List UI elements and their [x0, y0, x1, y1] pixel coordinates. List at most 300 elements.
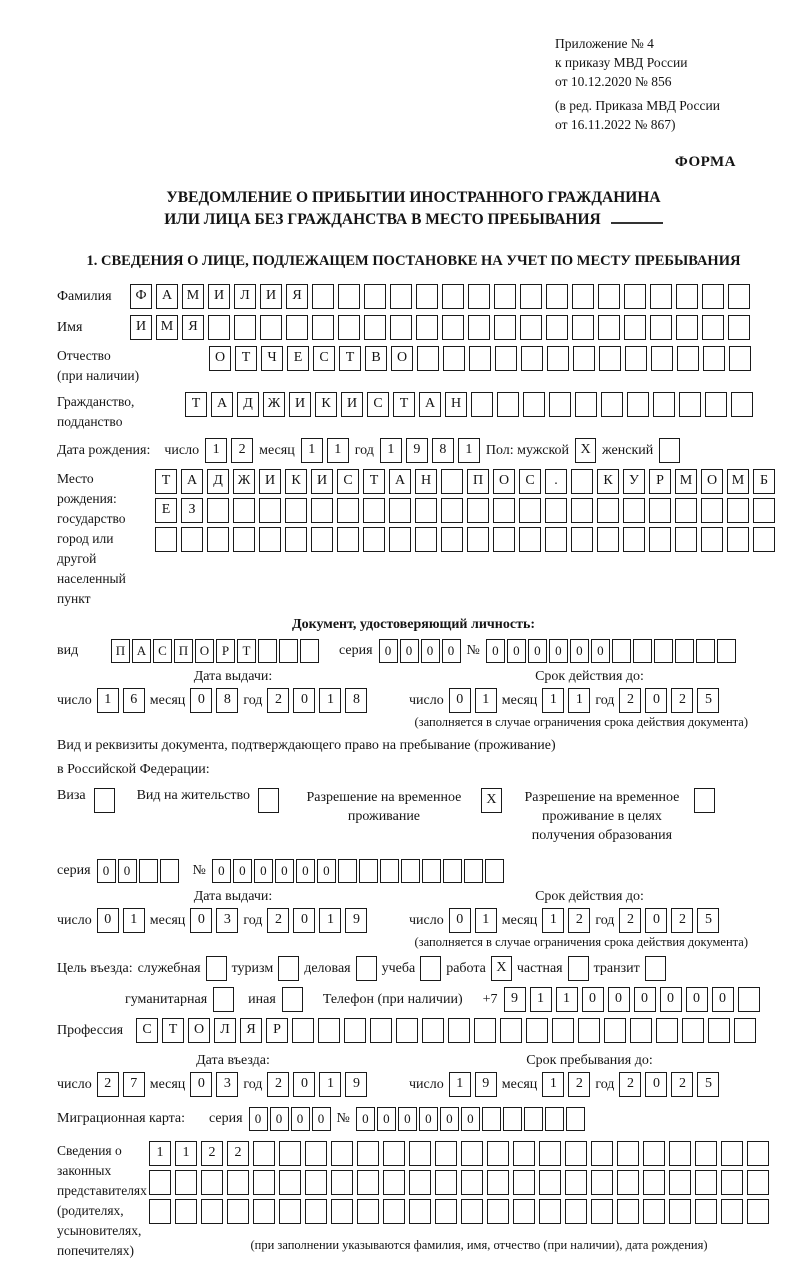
char-box[interactable]: З [181, 498, 203, 523]
char-box[interactable]: 0 [440, 1107, 459, 1131]
char-box[interactable] [591, 1170, 613, 1195]
char-box[interactable] [389, 498, 411, 523]
char-box[interactable]: 8 [216, 688, 238, 713]
char-box[interactable] [654, 639, 673, 663]
char-box[interactable]: 0 [591, 639, 610, 663]
char-box[interactable] [546, 315, 568, 340]
char-box[interactable] [461, 1170, 483, 1195]
char-box[interactable] [523, 392, 545, 417]
char-box[interactable] [701, 498, 723, 523]
char-box[interactable]: 0 [686, 987, 708, 1012]
char-box[interactable]: 1 [123, 908, 145, 933]
char-box[interactable]: 1 [319, 688, 341, 713]
char-box[interactable]: 0 [645, 908, 667, 933]
char-box[interactable]: Я [182, 315, 204, 340]
char-box[interactable] [338, 859, 357, 883]
char-box[interactable]: И [130, 315, 152, 340]
purpose-work-checkbox[interactable]: X [491, 956, 512, 981]
char-box[interactable] [292, 1018, 314, 1043]
char-box[interactable] [227, 1170, 249, 1195]
char-box[interactable]: 2 [267, 908, 289, 933]
char-box[interactable]: П [174, 639, 193, 663]
char-box[interactable]: 0 [712, 987, 734, 1012]
char-box[interactable] [331, 1199, 353, 1224]
char-box[interactable] [617, 1170, 639, 1195]
char-box[interactable]: . [545, 469, 567, 494]
char-box[interactable] [624, 315, 646, 340]
char-box[interactable] [721, 1199, 743, 1224]
char-box[interactable] [409, 1141, 431, 1166]
char-box[interactable]: 2 [227, 1141, 249, 1166]
char-box[interactable] [416, 284, 438, 309]
char-box[interactable] [175, 1199, 197, 1224]
char-box[interactable]: 1 [327, 438, 349, 463]
char-box[interactable]: 0 [212, 859, 231, 883]
char-box[interactable] [633, 639, 652, 663]
char-box[interactable] [669, 1141, 691, 1166]
char-box[interactable] [396, 1018, 418, 1043]
char-box[interactable] [337, 527, 359, 552]
char-box[interactable]: 1 [475, 688, 497, 713]
char-box[interactable]: О [391, 346, 413, 371]
char-box[interactable]: А [389, 469, 411, 494]
char-box[interactable] [357, 1141, 379, 1166]
char-box[interactable] [149, 1199, 171, 1224]
purpose-tourism-checkbox[interactable] [278, 956, 299, 981]
char-box[interactable] [338, 284, 360, 309]
char-box[interactable]: 2 [568, 908, 590, 933]
char-box[interactable]: 0 [291, 1107, 310, 1131]
char-box[interactable] [705, 392, 727, 417]
char-box[interactable]: П [467, 469, 489, 494]
char-box[interactable]: М [675, 469, 697, 494]
char-box[interactable] [181, 527, 203, 552]
char-box[interactable] [539, 1141, 561, 1166]
char-box[interactable]: С [519, 469, 541, 494]
char-box[interactable] [578, 1018, 600, 1043]
visa-checkbox[interactable] [94, 788, 115, 813]
char-box[interactable] [503, 1107, 522, 1131]
char-box[interactable] [747, 1141, 769, 1166]
temp-residence-checkbox[interactable]: X [481, 788, 502, 813]
char-box[interactable] [487, 1141, 509, 1166]
edu-residence-checkbox[interactable] [694, 788, 715, 813]
char-box[interactable] [513, 1199, 535, 1224]
char-box[interactable]: 1 [380, 438, 402, 463]
char-box[interactable] [279, 1170, 301, 1195]
char-box[interactable] [471, 392, 493, 417]
char-box[interactable] [552, 1018, 574, 1043]
char-box[interactable] [513, 1170, 535, 1195]
char-box[interactable]: И [311, 469, 333, 494]
char-box[interactable] [643, 1141, 665, 1166]
char-box[interactable] [675, 527, 697, 552]
char-box[interactable] [702, 284, 724, 309]
char-box[interactable] [487, 1199, 509, 1224]
char-box[interactable] [305, 1170, 327, 1195]
char-box[interactable] [727, 527, 749, 552]
char-box[interactable] [682, 1018, 704, 1043]
char-box[interactable] [312, 284, 334, 309]
char-box[interactable] [604, 1018, 626, 1043]
char-box[interactable] [571, 469, 593, 494]
char-box[interactable]: 0 [645, 688, 667, 713]
char-box[interactable] [717, 639, 736, 663]
sex-male-checkbox[interactable]: X [575, 438, 596, 463]
char-box[interactable] [467, 498, 489, 523]
char-box[interactable] [207, 498, 229, 523]
char-box[interactable] [468, 315, 490, 340]
char-box[interactable] [539, 1199, 561, 1224]
char-box[interactable] [601, 392, 623, 417]
char-box[interactable] [702, 315, 724, 340]
char-box[interactable] [675, 639, 694, 663]
char-box[interactable] [443, 346, 465, 371]
char-box[interactable] [695, 1170, 717, 1195]
char-box[interactable]: 2 [267, 1072, 289, 1097]
char-box[interactable] [565, 1199, 587, 1224]
char-box[interactable]: 0 [486, 639, 505, 663]
char-box[interactable] [357, 1199, 379, 1224]
char-box[interactable] [337, 498, 359, 523]
char-box[interactable] [233, 527, 255, 552]
char-box[interactable] [390, 284, 412, 309]
char-box[interactable]: 1 [149, 1141, 171, 1166]
char-box[interactable] [305, 1141, 327, 1166]
char-box[interactable] [311, 498, 333, 523]
char-box[interactable] [482, 1107, 501, 1131]
char-box[interactable] [591, 1199, 613, 1224]
char-box[interactable] [485, 859, 504, 883]
char-box[interactable]: 0 [275, 859, 294, 883]
char-box[interactable]: А [211, 392, 233, 417]
char-box[interactable] [493, 527, 515, 552]
char-box[interactable]: 0 [419, 1107, 438, 1131]
char-box[interactable]: О [195, 639, 214, 663]
purpose-private-checkbox[interactable] [568, 956, 589, 981]
char-box[interactable]: 1 [301, 438, 323, 463]
char-box[interactable] [442, 315, 464, 340]
char-box[interactable] [731, 392, 753, 417]
char-box[interactable]: О [209, 346, 231, 371]
char-box[interactable] [468, 284, 490, 309]
char-box[interactable]: 0 [317, 859, 336, 883]
char-box[interactable]: О [701, 469, 723, 494]
char-box[interactable]: 9 [406, 438, 428, 463]
char-box[interactable] [677, 346, 699, 371]
char-box[interactable] [624, 284, 646, 309]
char-box[interactable] [312, 315, 334, 340]
char-box[interactable] [656, 1018, 678, 1043]
char-box[interactable] [623, 527, 645, 552]
char-box[interactable]: 0 [356, 1107, 375, 1131]
char-box[interactable] [443, 859, 462, 883]
char-box[interactable]: С [367, 392, 389, 417]
char-box[interactable]: 9 [504, 987, 526, 1012]
char-box[interactable]: В [365, 346, 387, 371]
char-box[interactable] [469, 346, 491, 371]
char-box[interactable]: И [289, 392, 311, 417]
char-box[interactable] [160, 859, 179, 883]
char-box[interactable] [547, 346, 569, 371]
char-box[interactable] [286, 315, 308, 340]
char-box[interactable] [409, 1170, 431, 1195]
char-box[interactable]: 0 [608, 987, 630, 1012]
char-box[interactable]: 0 [449, 908, 471, 933]
char-box[interactable]: 8 [345, 688, 367, 713]
char-box[interactable]: 5 [697, 1072, 719, 1097]
char-box[interactable] [676, 315, 698, 340]
char-box[interactable]: Т [393, 392, 415, 417]
char-box[interactable]: Ж [233, 469, 255, 494]
char-box[interactable]: 1 [542, 908, 564, 933]
char-box[interactable] [338, 315, 360, 340]
purpose-official-checkbox[interactable] [206, 956, 227, 981]
char-box[interactable]: С [153, 639, 172, 663]
char-box[interactable]: 0 [442, 639, 461, 663]
char-box[interactable] [572, 315, 594, 340]
char-box[interactable]: 1 [530, 987, 552, 1012]
residence-permit-checkbox[interactable] [258, 788, 279, 813]
char-box[interactable] [300, 639, 319, 663]
char-box[interactable]: Р [266, 1018, 288, 1043]
char-box[interactable] [521, 346, 543, 371]
char-box[interactable]: 0 [379, 639, 398, 663]
char-box[interactable]: 2 [671, 1072, 693, 1097]
char-box[interactable] [728, 284, 750, 309]
char-box[interactable]: Т [339, 346, 361, 371]
char-box[interactable] [650, 284, 672, 309]
char-box[interactable]: 0 [270, 1107, 289, 1131]
char-box[interactable] [701, 527, 723, 552]
purpose-other-checkbox[interactable] [282, 987, 303, 1012]
char-box[interactable] [461, 1141, 483, 1166]
char-box[interactable] [370, 1018, 392, 1043]
char-box[interactable] [380, 859, 399, 883]
char-box[interactable] [389, 527, 411, 552]
char-box[interactable]: 1 [568, 688, 590, 713]
char-box[interactable]: 0 [582, 987, 604, 1012]
char-box[interactable] [571, 527, 593, 552]
char-box[interactable]: 2 [671, 688, 693, 713]
char-box[interactable] [513, 1141, 535, 1166]
char-box[interactable]: 3 [216, 908, 238, 933]
char-box[interactable] [675, 498, 697, 523]
char-box[interactable] [729, 346, 751, 371]
char-box[interactable]: 2 [97, 1072, 119, 1097]
char-box[interactable]: 0 [449, 688, 471, 713]
char-box[interactable] [520, 284, 542, 309]
char-box[interactable] [520, 315, 542, 340]
char-box[interactable] [390, 315, 412, 340]
char-box[interactable]: Л [234, 284, 256, 309]
char-box[interactable] [572, 284, 594, 309]
char-box[interactable]: П [111, 639, 130, 663]
char-box[interactable] [653, 392, 675, 417]
char-box[interactable]: 1 [175, 1141, 197, 1166]
char-box[interactable] [401, 859, 420, 883]
char-box[interactable] [575, 392, 597, 417]
char-box[interactable]: 2 [619, 1072, 641, 1097]
char-box[interactable] [435, 1170, 457, 1195]
char-box[interactable]: Н [415, 469, 437, 494]
char-box[interactable]: Т [155, 469, 177, 494]
char-box[interactable] [728, 315, 750, 340]
char-box[interactable] [448, 1018, 470, 1043]
char-box[interactable] [285, 498, 307, 523]
char-box[interactable] [331, 1170, 353, 1195]
char-box[interactable] [546, 284, 568, 309]
char-box[interactable] [175, 1170, 197, 1195]
char-box[interactable] [331, 1141, 353, 1166]
char-box[interactable] [598, 284, 620, 309]
char-box[interactable] [139, 859, 158, 883]
char-box[interactable] [435, 1199, 457, 1224]
char-box[interactable] [357, 1170, 379, 1195]
char-box[interactable]: У [623, 469, 645, 494]
char-box[interactable]: Т [185, 392, 207, 417]
char-box[interactable] [442, 284, 464, 309]
char-box[interactable]: 0 [645, 1072, 667, 1097]
char-box[interactable]: 1 [97, 688, 119, 713]
char-box[interactable] [617, 1199, 639, 1224]
char-box[interactable]: 7 [123, 1072, 145, 1097]
char-box[interactable]: Д [207, 469, 229, 494]
char-box[interactable] [549, 392, 571, 417]
char-box[interactable] [649, 498, 671, 523]
char-box[interactable]: 2 [619, 688, 641, 713]
char-box[interactable]: О [188, 1018, 210, 1043]
char-box[interactable] [643, 1199, 665, 1224]
char-box[interactable] [493, 498, 515, 523]
char-box[interactable] [253, 1170, 275, 1195]
char-box[interactable]: 2 [267, 688, 289, 713]
char-box[interactable]: С [136, 1018, 158, 1043]
char-box[interactable]: Е [287, 346, 309, 371]
char-box[interactable]: А [181, 469, 203, 494]
char-box[interactable] [695, 1141, 717, 1166]
char-box[interactable] [415, 527, 437, 552]
char-box[interactable]: Р [649, 469, 671, 494]
char-box[interactable] [753, 527, 775, 552]
char-box[interactable] [415, 498, 437, 523]
char-box[interactable]: Ч [261, 346, 283, 371]
char-box[interactable]: Н [445, 392, 467, 417]
char-box[interactable] [573, 346, 595, 371]
char-box[interactable]: 9 [345, 908, 367, 933]
char-box[interactable] [545, 527, 567, 552]
char-box[interactable] [409, 1199, 431, 1224]
char-box[interactable]: 3 [216, 1072, 238, 1097]
char-box[interactable]: Т [237, 639, 256, 663]
char-box[interactable]: 0 [249, 1107, 268, 1131]
char-box[interactable] [669, 1199, 691, 1224]
char-box[interactable] [494, 315, 516, 340]
char-box[interactable] [364, 315, 386, 340]
char-box[interactable] [696, 639, 715, 663]
char-box[interactable]: 5 [697, 688, 719, 713]
char-box[interactable] [519, 527, 541, 552]
char-box[interactable] [285, 527, 307, 552]
char-box[interactable] [494, 284, 516, 309]
char-box[interactable] [708, 1018, 730, 1043]
char-box[interactable] [565, 1170, 587, 1195]
char-box[interactable]: 0 [528, 639, 547, 663]
char-box[interactable] [258, 639, 277, 663]
char-box[interactable] [201, 1170, 223, 1195]
char-box[interactable]: 0 [507, 639, 526, 663]
char-box[interactable]: 0 [398, 1107, 417, 1131]
char-box[interactable] [260, 315, 282, 340]
char-box[interactable]: 0 [400, 639, 419, 663]
char-box[interactable] [598, 315, 620, 340]
char-box[interactable]: 6 [123, 688, 145, 713]
char-box[interactable] [441, 527, 463, 552]
char-box[interactable]: 2 [619, 908, 641, 933]
char-box[interactable] [545, 1107, 564, 1131]
purpose-humanitarian-checkbox[interactable] [213, 987, 234, 1012]
char-box[interactable] [650, 315, 672, 340]
char-box[interactable] [344, 1018, 366, 1043]
char-box[interactable]: Р [216, 639, 235, 663]
char-box[interactable]: Т [162, 1018, 184, 1043]
char-box[interactable] [234, 315, 256, 340]
char-box[interactable] [625, 346, 647, 371]
char-box[interactable]: Т [235, 346, 257, 371]
char-box[interactable] [734, 1018, 756, 1043]
char-box[interactable] [383, 1170, 405, 1195]
char-box[interactable]: И [208, 284, 230, 309]
char-box[interactable] [364, 284, 386, 309]
char-box[interactable] [571, 498, 593, 523]
char-box[interactable]: 0 [190, 908, 212, 933]
char-box[interactable] [464, 859, 483, 883]
char-box[interactable]: 9 [345, 1072, 367, 1097]
char-box[interactable] [417, 346, 439, 371]
char-box[interactable]: И [341, 392, 363, 417]
char-box[interactable] [227, 1199, 249, 1224]
char-box[interactable] [253, 1199, 275, 1224]
char-box[interactable] [617, 1141, 639, 1166]
char-box[interactable]: 1 [458, 438, 480, 463]
char-box[interactable] [545, 498, 567, 523]
char-box[interactable] [259, 527, 281, 552]
char-box[interactable]: 2 [568, 1072, 590, 1097]
char-box[interactable]: Я [240, 1018, 262, 1043]
sex-female-checkbox[interactable] [659, 438, 680, 463]
char-box[interactable] [487, 1170, 509, 1195]
char-box[interactable]: 0 [312, 1107, 331, 1131]
char-box[interactable]: О [493, 469, 515, 494]
char-box[interactable]: Т [363, 469, 385, 494]
char-box[interactable] [383, 1199, 405, 1224]
char-box[interactable]: 2 [231, 438, 253, 463]
char-box[interactable] [669, 1170, 691, 1195]
char-box[interactable]: И [259, 469, 281, 494]
char-box[interactable]: 0 [634, 987, 656, 1012]
char-box[interactable] [467, 527, 489, 552]
char-box[interactable] [643, 1170, 665, 1195]
char-box[interactable]: 0 [296, 859, 315, 883]
char-box[interactable]: 1 [542, 1072, 564, 1097]
char-box[interactable]: 9 [475, 1072, 497, 1097]
char-box[interactable] [363, 498, 385, 523]
char-box[interactable]: Ж [263, 392, 285, 417]
char-box[interactable] [208, 315, 230, 340]
char-box[interactable] [703, 346, 725, 371]
char-box[interactable]: 1 [475, 908, 497, 933]
char-box[interactable] [695, 1199, 717, 1224]
